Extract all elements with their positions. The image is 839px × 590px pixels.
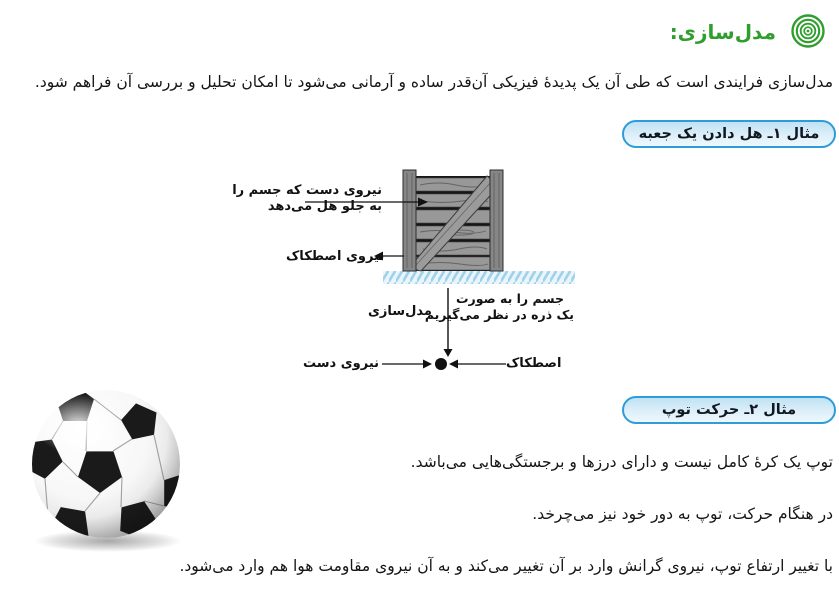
friction-label: نیروی اصطکاک [286,249,385,264]
wooden-crate [403,170,503,271]
particle-hand-arrow [382,360,432,369]
soccer-ball-image [20,388,196,556]
example1-banner [622,120,836,148]
example2-banner [622,396,836,424]
particle-note: جسم را به صورت یک ذره در نظر می‌گیریم [424,291,574,322]
ground-hatch [383,271,575,284]
spiral-icon [790,13,826,49]
hand-force-label: نیروی دست که جسم را به جلو هل می‌دهد [232,183,382,214]
example1-banner-label: مثال ۱ـ هل دادن یک جعبه [638,126,820,142]
example2-banner-label: مثال ۲ـ حرکت توپ [661,402,797,418]
modeling-label: مدل‌سازی [368,304,432,319]
particle-friction-arrow [449,360,506,369]
note-line: توپ یک کرۀ کامل نیست و دارای درزها و برجستگی‌هایی می‌باشد. [410,453,833,471]
point-hand-force-label: نیروی دست [303,356,380,371]
point-friction-label: اصطکاک [506,356,562,371]
intro-paragraph: مدل‌سازی فرایندی است که طی آن یک پدیدۀ فیزیکی آن‌قدر ساده و آرمانی می‌شود تا امکان تحلیل و بررسی آن فراهم شود. [34,73,833,91]
note-line: با تغییر ارتفاع توپ، نیروی گرانش وارد بر آن تغییر می‌کند و به آن نیروی مقاومت هوا هم وارد می‌شود. [179,557,833,575]
logo-title: مدل‌سازی: [669,20,776,44]
note-line: در هنگام حرکت، توپ به دور خود نیز می‌چرخد. [532,505,833,523]
particle-dot [435,358,447,370]
